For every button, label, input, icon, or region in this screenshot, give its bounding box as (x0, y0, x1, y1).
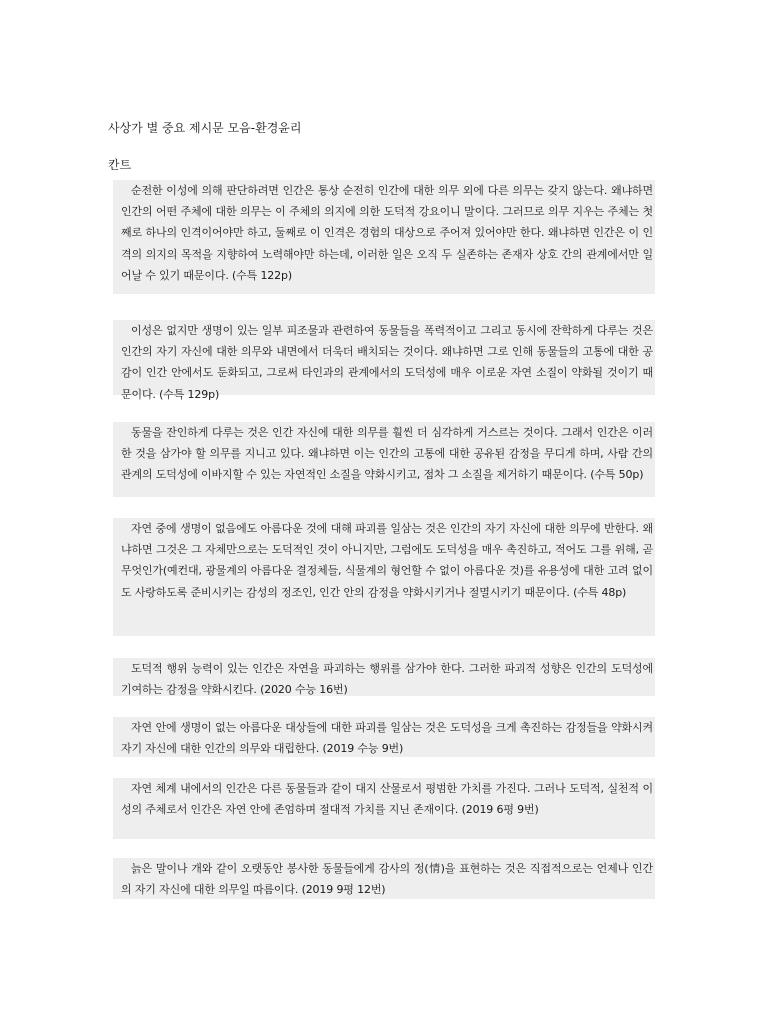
quote-text: 동물을 잔인하게 다루는 것은 인간 자신에 대한 의무를 훨씬 더 심각하게 거스르는 것이다. 그래서 인간은 이러한 것을 삼가야 할 의무를 지니고 있다. 왜냐하면 이는 인간의 고통에 대한 공유된 감정을 무디게 하며, 사람 간의 관계의 도덕성에 이바지할 수 있는 자연적인 소질을 약화시키고, 점차 그 소질을 제거하기 때문이다. (수특 50p) (121, 426, 653, 482)
quote-text: 도덕적 행위 능력이 있는 인간은 자연을 파괴하는 행위를 삼가야 한다. 그러한 파괴적 성향은 인간의 도덕성에 기여하는 감정을 약화시킨다. (2020 수능 16번) (121, 662, 653, 697)
quote-block (113, 858, 655, 899)
quote-block (113, 778, 655, 839)
quote-block (113, 320, 655, 401)
quote-text: 자연 안에 생명이 없는 아름다운 대상들에 대한 파괴를 일삼는 것은 도덕성을 크게 촉진하는 감정들을 약화시켜 자기 자신에 대한 인간의 의무와 대립한다. (2019 수능 9번) (121, 721, 653, 756)
quote-block (113, 180, 655, 294)
quote-text: 자연 중에 생명이 없음에도 아름다운 것에 대해 파괴를 일삼는 것은 인간의 자기 자신에 대한 의무에 반한다. 왜냐하면 그것은 그 자체만으로는 도덕적인 것이 아니지만, 그럼에도 도덕성을 매우 촉진하고, 적어도 그를 위해, 곧 무엇인가(예컨대, 광물계의 아름다운 결정체들, 식물계의 형언할 수 없이 아름다운 것)를 유용성에 대한 고려 없이도 사랑하도록 준비시키는 감성의 정조인, 인간 안의 감정을 약화시키거나 절멸시키기 때문이다. (수특 48p) (121, 522, 653, 599)
quote-block (113, 518, 655, 636)
quote-block (113, 717, 655, 757)
page-title: 사상가 별 중요 제시문 모음-환경윤리 (108, 121, 302, 135)
quote-text: 순전한 이성에 의해 판단하려면 인간은 통상 순전히 인간에 대한 의무 외에 다른 의무는 갖지 않는다. 왜냐하면 인간의 어떤 주체에 대한 의무는 이 주체의 의지에 의한 도덕적 강요이니 말이다. 그러므로 의무 지우는 주체는 첫째로 하나의 인격이어야만 하고, 둘째로 이 인격은 경험의 대상으로 주어져 있어야만 한다. 왜냐하면 인간은 이 인격의 의지의 목적을 지향하여 노력해야만 하는데, 이러한 일은 오직 두 실존하는 존재자 상호 간의 관계에서만 일어날 수 있기 때문이다. (수특 122p) (121, 184, 653, 282)
quote-text: 이성은 없지만 생명이 있는 일부 피조물과 관련하여 동물들을 폭력적이고 그리고 동시에 잔학하게 다루는 것은 인간의 자기 자신에 대한 의무와 내면에서 더욱더 배치되는 것이다. 왜냐하면 그로 인해 동물들의 고통에 대한 공감이 인간 안에서도 둔화되고, 그로써 타인과의 관계에서의 도덕성에 매우 이로운 자연 소질이 약화될 것이기 때문이다. (수특 129p) (121, 324, 653, 401)
quote-text: 자연 체계 내에서의 인간은 다른 동물들과 같이 대지 산물로서 평범한 가치를 가진다. 그러나 도덕적, 실천적 이성의 주체로서 인간은 자연 안에 존엄하며 절대적 가치를 지닌 존재이다. (2019 6평 9번) (121, 782, 653, 817)
quote-block (113, 658, 655, 696)
quote-block (113, 422, 655, 497)
quote-text: 늙은 말이나 개와 같이 오랫동안 봉사한 동물들에게 감사의 정(情)을 표현하는 것은 직접적으로는 언제나 인간의 자기 자신에 대한 의무일 따름이다. (2019 9평 12번) (121, 862, 653, 897)
section-heading-kant: 칸트 (108, 158, 132, 172)
